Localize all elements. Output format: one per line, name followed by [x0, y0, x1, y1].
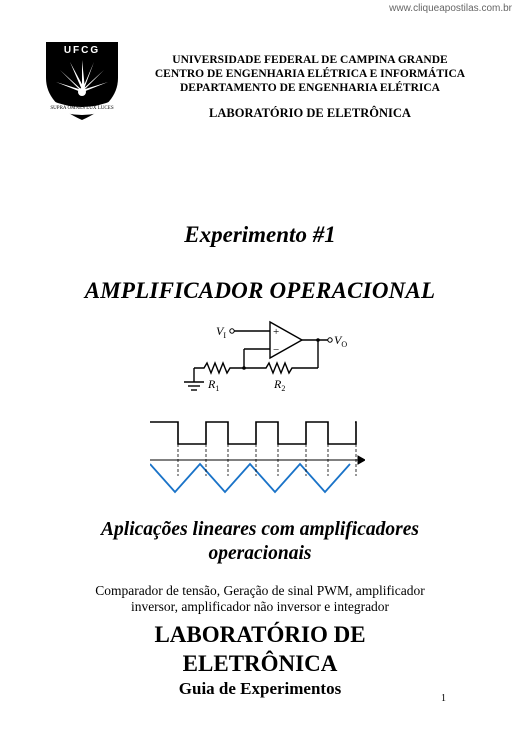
experiment-number: Experimento #1 — [184, 222, 336, 247]
plus-sign: + — [273, 326, 280, 338]
document-title: AMPLIFICADOR OPERACIONAL — [84, 278, 436, 303]
big-title-line1: LABORATÓRIO DE — [154, 622, 366, 647]
subtitle-line2: operacionais — [208, 543, 312, 564]
square-wave-line — [150, 422, 356, 444]
vo-label: $V_O$ — [334, 333, 348, 349]
page-number: 1 — [441, 693, 446, 704]
square-wave — [150, 422, 356, 444]
lab-name: LABORATÓRIO DE ELETRÔNICA — [209, 106, 411, 120]
time-axis — [150, 456, 365, 464]
resistor-r1 — [194, 363, 244, 373]
subtitle-line1: Aplicações lineares com amplificadores — [101, 519, 419, 540]
vi-label: $V_I$ — [216, 324, 227, 340]
triangle-wave — [150, 464, 350, 492]
watermark: www.cliqueapostilas.com.br — [389, 3, 512, 14]
minus-sign: − — [273, 344, 280, 356]
triangle-wave-line — [150, 464, 350, 492]
logo-acronym: UFCG — [63, 45, 101, 56]
pwm-waveform-diagram — [150, 414, 365, 494]
center-name: CENTRO DE ENGENHARIA ELÉTRICA E INFORMÁTICA — [154, 68, 466, 80]
description-line1: Comparador de tensão, Geração de sinal PWM, amplificador — [95, 583, 425, 598]
non-inverting-amplifier-diagram — [170, 318, 355, 400]
guide-title: Guia de Experimentos — [178, 679, 342, 698]
big-title-line2: ELETRÔNICA — [182, 651, 338, 676]
subtitle — [40, 518, 480, 566]
r1-label: $R_1$ — [208, 377, 220, 393]
logo-motto: SUPRA OMNES LUX LUCES — [50, 106, 114, 111]
description — [60, 583, 460, 615]
resistor-r2 — [244, 363, 318, 373]
university-logo — [40, 38, 124, 122]
university-name: UNIVERSIDADE FEDERAL DE CAMPINA GRANDE — [172, 54, 448, 66]
r2-label: $R_2$ — [274, 377, 286, 393]
department-name: DEPARTAMENTO DE ENGENHARIA ELÉTRICA — [180, 82, 440, 94]
description-line2: inversor, amplificador não inversor e integrador — [130, 599, 390, 614]
